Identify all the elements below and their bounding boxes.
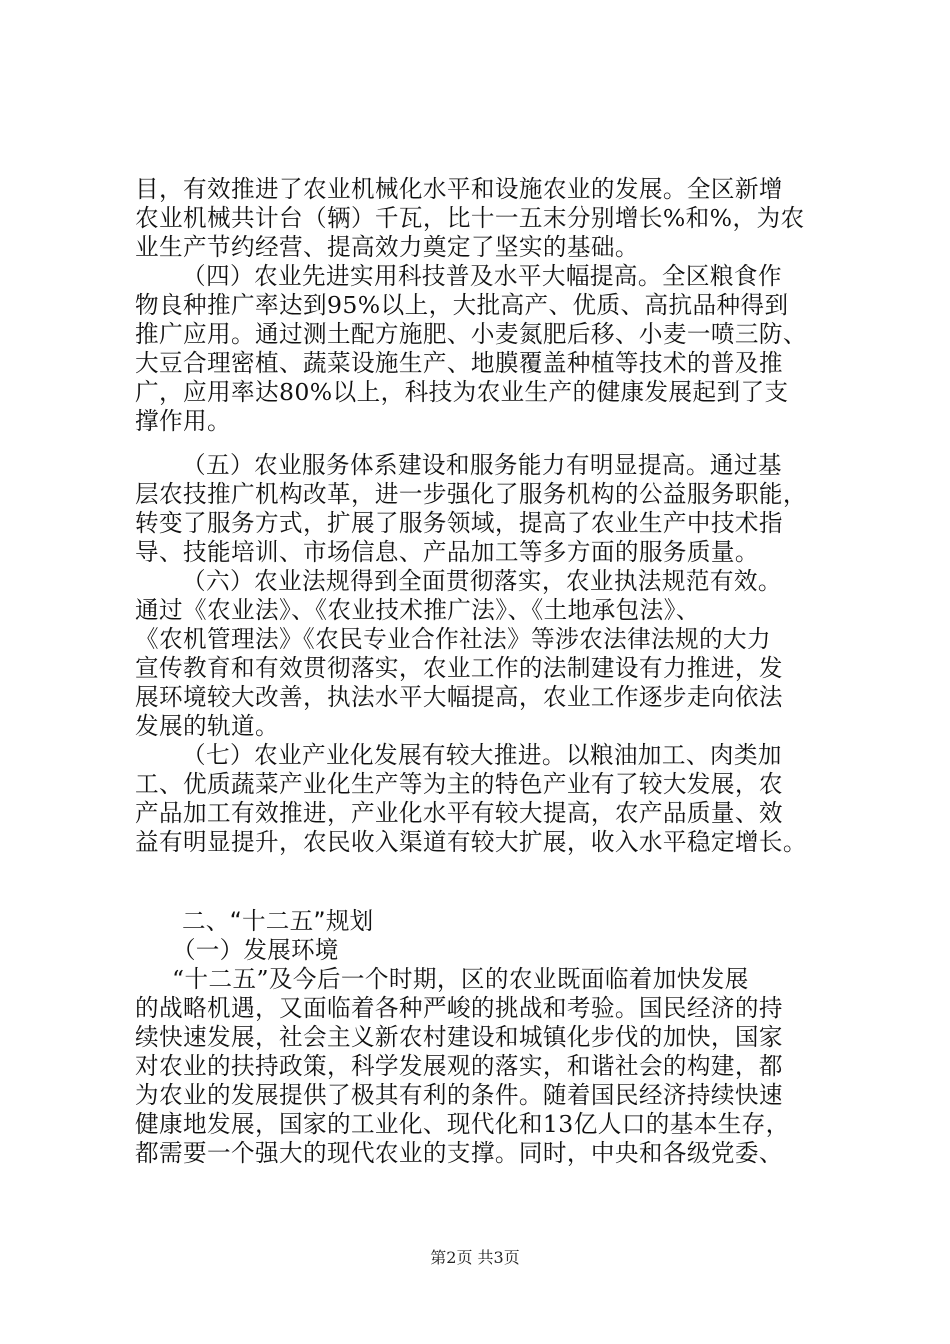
paragraph-start-line: （四）农业先进实用科技普及水平大幅提高。全区粮食作	[182, 262, 782, 290]
paragraph-start-line: （七）农业产业化发展有较大推进。以粮油加工、肉类加	[182, 741, 782, 769]
paragraph-start-line: “十二五”及今后一个时期，区的农业既面临着加快发展	[172, 965, 749, 993]
text-line: 展环境较大改善，执法水平大幅提高，农业工作逐步走向依法	[135, 683, 783, 711]
text-line: 都需要一个强大的现代农业的支撑。同时，中央和各级党委、	[135, 1139, 783, 1167]
text-line: 《农机管理法》《农民专业合作社法》等涉农法律法规的大力	[135, 625, 772, 653]
text-line: 广，应用率达80%以上，科技为农业生产的健康发展起到了支	[135, 378, 789, 406]
text-line: 业生产节约经营、提高效力奠定了坚实的基础。	[135, 233, 639, 261]
paragraph-start-line: （六）农业法规得到全面贯彻落实，农业执法规范有效。	[182, 567, 782, 595]
text-line: 为农业的发展提供了极其有利的条件。随着国民经济持续快速	[135, 1081, 783, 1109]
text-line: 发展的轨道。	[135, 712, 279, 740]
text-line: 层农技推广机构改革，进一步强化了服务机构的公益服务职能，	[135, 480, 807, 508]
text-line: 推广应用。通过测土配方施肥、小麦氮肥后移、小麦一喷三防、	[135, 320, 807, 348]
text-line: 宣传教育和有效贯彻落实，农业工作的法制建设有力推进，发	[135, 654, 783, 682]
text-line: 转变了服务方式，扩展了服务领域，提高了农业生产中技术指	[135, 509, 783, 537]
text-line: 农业机械共计台（辆）千瓦，比十一五末分别增长%和%，为农	[135, 204, 805, 232]
text-line: 目，有效推进了农业机械化水平和设施农业的发展。全区新增	[135, 175, 783, 203]
text-line: 健康地发展，国家的工业化、现代化和13亿人口的基本生存，	[135, 1110, 790, 1138]
text-line: 大豆合理密植、蔬菜设施生产、地膜覆盖种植等技术的普及推	[135, 349, 783, 377]
text-line: 产品加工有效推进，产业化水平有较大提高，农产品质量、效	[135, 799, 783, 827]
subsection-heading: （一）发展环境	[172, 936, 339, 964]
text-line: 导、技能培训、市场信息、产品加工等多方面的服务质量。	[135, 538, 759, 566]
text-line: 工、优质蔬菜产业化生产等为主的特色产业有了较大发展，农	[135, 770, 783, 798]
text-line: 对农业的扶持政策，科学发展观的落实，和谐社会的构建，都	[135, 1052, 783, 1080]
text-line: 撑作用。	[135, 407, 231, 435]
text-line: 益有明显提升，农民收入渠道有较大扩展，收入水平稳定增长。	[135, 828, 807, 856]
text-line: 物良种推广率达到95%以上，大批高产、优质、高抗品种得到	[135, 291, 789, 319]
text-line: 的战略机遇，又面临着各种严峻的挑战和考验。国民经济的持	[135, 994, 783, 1022]
section-heading: 二、“十二五”规划	[182, 907, 374, 935]
paragraph-start-line: （五）农业服务体系建设和服务能力有明显提高。通过基	[182, 451, 782, 479]
text-line: 续快速发展，社会主义新农村建设和城镇化步伐的加快，国家	[135, 1023, 783, 1051]
page-number-footer: 第2页 共3页	[430, 1248, 520, 1267]
text-line: 通过《农业法》、《农业技术推广法》、《土地承包法》、	[135, 596, 700, 624]
